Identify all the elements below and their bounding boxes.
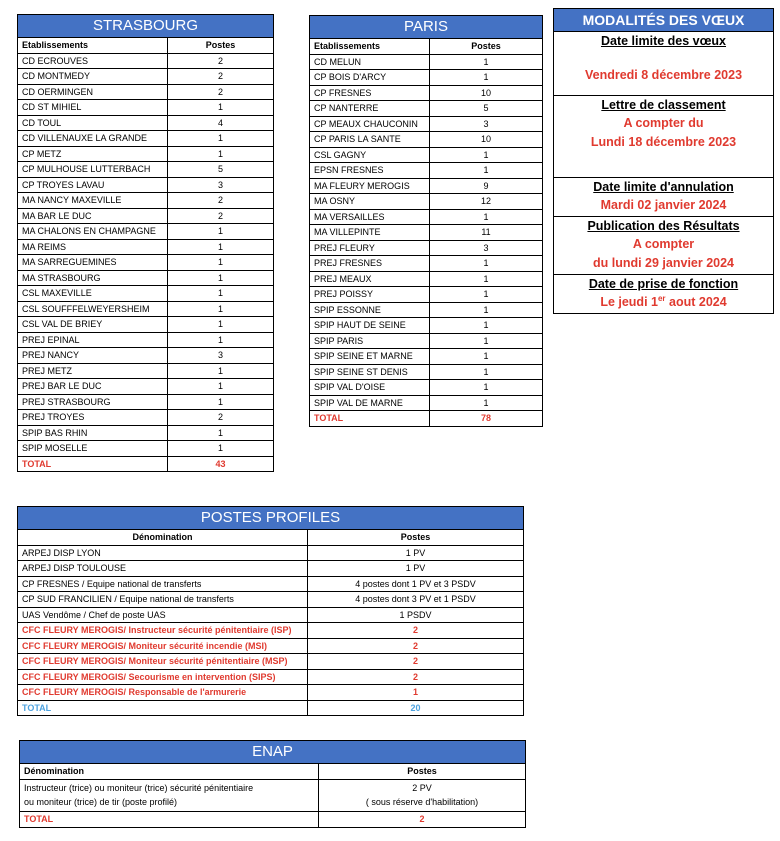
table-row — [18, 193, 274, 209]
row-posts: 2 — [308, 638, 524, 654]
enap-table — [19, 740, 526, 828]
section-value: Lundi 18 décembre 2023 — [590, 135, 737, 149]
row-posts: 12 — [430, 194, 543, 210]
table-row — [18, 301, 274, 317]
row-posts — [319, 779, 526, 811]
row-name: CSL MAXEVILLE — [18, 286, 168, 302]
table-row — [310, 70, 543, 86]
row-posts: 1 — [430, 302, 543, 318]
table-row — [18, 69, 274, 85]
column-header-etablissements: Etablissements — [310, 39, 430, 55]
table-row — [310, 256, 543, 272]
row-name: SPIP SEINE ET MARNE — [310, 349, 430, 365]
total-value: 20 — [308, 700, 524, 716]
table-row — [18, 53, 274, 69]
row-name: PREJ BAR LE DUC — [18, 379, 168, 395]
section-label: Publication des Résultats — [587, 219, 740, 233]
row-posts: 10 — [430, 132, 543, 148]
section-date-limite-annulation — [554, 178, 773, 217]
row-name: EPSN FRESNES — [310, 163, 430, 179]
table-row — [18, 131, 274, 147]
section-prise-de-fonction — [554, 275, 773, 313]
table-row — [18, 561, 524, 577]
table-row — [310, 349, 543, 365]
row-name: SPIP PARIS — [310, 333, 430, 349]
table-row — [18, 410, 274, 426]
table-row — [18, 348, 274, 364]
section-label: Date de prise de fonction — [588, 277, 739, 291]
total-label: TOTAL — [310, 411, 430, 427]
date-part: Le jeudi 1 — [600, 295, 658, 309]
row-name: CP PARIS LA SANTE — [310, 132, 430, 148]
row-name: CP SUD FRANCILIEN / Equipe national de transferts — [18, 592, 308, 608]
row-posts: 1 — [430, 364, 543, 380]
table-row — [310, 271, 543, 287]
paris-table — [309, 15, 543, 427]
row-posts: 4 — [168, 115, 274, 131]
table-row — [310, 147, 543, 163]
row-name: CFC FLEURY MEROGIS/ Secourisme en intervention (SIPS) — [18, 669, 308, 685]
row-posts: 1 — [168, 332, 274, 348]
section-value: du lundi 29 janvier 2024 — [592, 256, 735, 270]
table-row — [310, 380, 543, 396]
row-posts: 2 — [168, 410, 274, 426]
ordinal-superscript: er — [657, 293, 666, 303]
modalites-box — [553, 8, 774, 314]
table-row — [310, 209, 543, 225]
total-row — [18, 456, 274, 472]
table-row — [18, 623, 524, 639]
row-posts: 1 PV — [308, 561, 524, 577]
row-posts: 1 — [168, 286, 274, 302]
row-name: SPIP HAUT DE SEINE — [310, 318, 430, 334]
row-name-line: Instructeur (trice) ou moniteur (trice) sécurité pénitentiaire — [24, 783, 254, 793]
paris-title: PARIS — [310, 16, 543, 39]
row-name: CD OERMINGEN — [18, 84, 168, 100]
table-row — [310, 194, 543, 210]
row-name: CP NANTERRE — [310, 101, 430, 117]
total-value: 43 — [168, 456, 274, 472]
row-posts: 1 — [430, 54, 543, 70]
row-name: CD TOUL — [18, 115, 168, 131]
total-row — [310, 411, 543, 427]
row-name: SPIP BAS RHIN — [18, 425, 168, 441]
row-name: PREJ STRASBOURG — [18, 394, 168, 410]
row-posts: 1 — [168, 441, 274, 457]
section-value — [554, 50, 773, 66]
table-row — [18, 545, 524, 561]
total-row — [20, 811, 526, 827]
row-name-line: ou moniteur (trice) de tir (poste profilé) — [24, 797, 178, 807]
row-posts: 1 — [430, 318, 543, 334]
row-posts: 4 postes dont 1 PV et 3 PSDV — [308, 576, 524, 592]
row-name: CD VILLENAUXE LA GRANDE — [18, 131, 168, 147]
row-name: ARPEJ DISP LYON — [18, 545, 308, 561]
strasbourg-title: STRASBOURG — [18, 15, 274, 38]
row-name: PREJ METZ — [18, 363, 168, 379]
row-name: CD ST MIHIEL — [18, 100, 168, 116]
row-posts: 2 — [168, 69, 274, 85]
row-name: ARPEJ DISP TOULOUSE — [18, 561, 308, 577]
table-row — [310, 287, 543, 303]
table-row — [18, 84, 274, 100]
row-posts: 1 — [168, 301, 274, 317]
table-row — [310, 318, 543, 334]
total-value: 78 — [430, 411, 543, 427]
table-row — [310, 302, 543, 318]
row-posts: 1 — [168, 379, 274, 395]
row-posts: 2 — [168, 53, 274, 69]
row-name: SPIP ESSONNE — [310, 302, 430, 318]
table-row — [310, 101, 543, 117]
row-name: CP MULHOUSE LUTTERBACH — [18, 162, 168, 178]
row-posts: 1 — [168, 100, 274, 116]
row-posts: 11 — [430, 225, 543, 241]
row-posts: 1 — [168, 239, 274, 255]
table-row — [310, 116, 543, 132]
profiles-title: POSTES PROFILES — [18, 507, 524, 530]
row-posts: 2 — [308, 669, 524, 685]
table-row — [18, 654, 524, 670]
row-name: PREJ EPINAL — [18, 332, 168, 348]
row-name: CFC FLEURY MEROGIS/ Moniteur sécurité incendie (MSI) — [18, 638, 308, 654]
row-name: CP METZ — [18, 146, 168, 162]
row-posts: 1 PV — [308, 545, 524, 561]
total-row — [18, 700, 524, 716]
table-row — [310, 132, 543, 148]
row-posts: 1 — [430, 256, 543, 272]
total-label: TOTAL — [20, 811, 319, 827]
strasbourg-table — [17, 14, 274, 472]
table-row — [18, 146, 274, 162]
row-posts: 1 — [168, 146, 274, 162]
row-name: UAS Vendôme / Chef de poste UAS — [18, 607, 308, 623]
row-posts: 1 — [168, 394, 274, 410]
table-row — [310, 333, 543, 349]
column-header-postes: Postes — [430, 39, 543, 55]
table-row — [18, 162, 274, 178]
row-name: PREJ FRESNES — [310, 256, 430, 272]
row-name: PREJ NANCY — [18, 348, 168, 364]
row-posts: 1 — [168, 270, 274, 286]
row-posts: 1 — [168, 131, 274, 147]
row-posts: 1 — [168, 425, 274, 441]
row-name: CP BOIS D'ARCY — [310, 70, 430, 86]
row-name: CP FRESNES — [310, 85, 430, 101]
row-name: CSL GAGNY — [310, 147, 430, 163]
column-header-denomination: Dénomination — [18, 530, 308, 546]
total-value: 2 — [319, 811, 526, 827]
row-posts: 5 — [168, 162, 274, 178]
row-posts: 1 — [168, 255, 274, 271]
section-value: A compter du — [623, 116, 704, 130]
row-posts: 4 postes dont 3 PV et 1 PSDV — [308, 592, 524, 608]
row-name: CFC FLEURY MEROGIS/ Instructeur sécurité pénitentiaire (ISP) — [18, 623, 308, 639]
table-row — [18, 270, 274, 286]
row-posts: 1 — [168, 363, 274, 379]
table-row — [18, 208, 274, 224]
row-name: CD MONTMEDY — [18, 69, 168, 85]
row-name: PREJ MEAUX — [310, 271, 430, 287]
total-label: TOTAL — [18, 700, 308, 716]
table-row — [18, 576, 524, 592]
table-row — [18, 425, 274, 441]
table-row — [18, 379, 274, 395]
table-row — [18, 317, 274, 333]
row-name: MA REIMS — [18, 239, 168, 255]
table-row — [18, 177, 274, 193]
row-name: MA VERSAILLES — [310, 209, 430, 225]
row-name: PREJ TROYES — [18, 410, 168, 426]
section-value — [554, 293, 773, 312]
row-name: MA STRASBOURG — [18, 270, 168, 286]
date-part: aout 2024 — [665, 295, 727, 309]
table-row — [310, 225, 543, 241]
row-posts: 5 — [430, 101, 543, 117]
row-name — [20, 779, 319, 811]
column-header-etablissements: Etablissements — [18, 38, 168, 54]
row-posts-line: 2 PV — [412, 783, 432, 793]
row-posts: 1 — [430, 271, 543, 287]
table-row — [310, 364, 543, 380]
row-posts: 1 — [430, 333, 543, 349]
row-posts: 1 — [168, 224, 274, 240]
table-row — [18, 638, 524, 654]
row-name: PREJ FLEURY — [310, 240, 430, 256]
table-row — [18, 441, 274, 457]
table-row — [18, 607, 524, 623]
row-name: SPIP SEINE ST DENIS — [310, 364, 430, 380]
table-row — [18, 286, 274, 302]
row-posts: 2 — [168, 208, 274, 224]
section-value: Mardi 02 janvier 2024 — [600, 198, 727, 212]
table-row — [18, 685, 524, 701]
row-posts: 3 — [168, 348, 274, 364]
row-name: MA VILLEPINTE — [310, 225, 430, 241]
row-posts: 1 — [430, 147, 543, 163]
row-name: PREJ POISSY — [310, 287, 430, 303]
row-posts: 3 — [430, 240, 543, 256]
section-label: Date limite des vœux — [600, 34, 727, 48]
postes-profiles-table — [17, 506, 524, 716]
row-posts-line: ( sous réserve d'habilitation) — [365, 797, 479, 807]
row-posts: 1 PSDV — [308, 607, 524, 623]
row-name: CSL VAL DE BRIEY — [18, 317, 168, 333]
table-row — [18, 224, 274, 240]
table-row — [20, 779, 526, 811]
table-row — [310, 395, 543, 411]
column-header-postes: Postes — [168, 38, 274, 54]
row-posts: 1 — [308, 685, 524, 701]
section-publication-resultats — [554, 217, 773, 275]
column-header-postes: Postes — [308, 530, 524, 546]
row-posts: 1 — [430, 349, 543, 365]
row-name: MA FLEURY MEROGIS — [310, 178, 430, 194]
row-posts: 1 — [430, 287, 543, 303]
row-name: MA BAR LE DUC — [18, 208, 168, 224]
modalites-title: MODALITÉS DES VŒUX — [554, 9, 773, 32]
row-posts: 1 — [430, 380, 543, 396]
row-name: SPIP VAL DE MARNE — [310, 395, 430, 411]
section-value: A compter — [632, 237, 695, 251]
table-row — [310, 85, 543, 101]
row-name: MA CHALONS EN CHAMPAGNE — [18, 224, 168, 240]
column-header-denomination: Dénomination — [20, 764, 319, 780]
section-lettre-classement — [554, 96, 773, 178]
table-row — [18, 100, 274, 116]
row-name: CD ECROUVES — [18, 53, 168, 69]
total-label: TOTAL — [18, 456, 168, 472]
table-row — [18, 115, 274, 131]
table-row — [18, 394, 274, 410]
row-name: CD MELUN — [310, 54, 430, 70]
row-name: MA OSNY — [310, 194, 430, 210]
row-posts: 1 — [430, 70, 543, 86]
row-posts: 3 — [168, 177, 274, 193]
table-row — [18, 255, 274, 271]
table-row — [310, 163, 543, 179]
row-name: CP MEAUX CHAUCONIN — [310, 116, 430, 132]
row-posts: 10 — [430, 85, 543, 101]
row-posts: 1 — [168, 317, 274, 333]
column-header-postes: Postes — [319, 764, 526, 780]
row-posts: 2 — [168, 193, 274, 209]
section-label: Date limite d'annulation — [593, 180, 734, 194]
table-row — [18, 239, 274, 255]
row-posts: 1 — [430, 395, 543, 411]
row-name: SPIP MOSELLE — [18, 441, 168, 457]
table-row — [310, 54, 543, 70]
row-posts: 2 — [168, 84, 274, 100]
table-row — [18, 592, 524, 608]
table-row — [18, 363, 274, 379]
table-row — [310, 178, 543, 194]
table-row — [310, 240, 543, 256]
table-row — [18, 669, 524, 685]
row-posts: 2 — [308, 623, 524, 639]
row-name: MA SARREGUEMINES — [18, 255, 168, 271]
row-posts: 3 — [430, 116, 543, 132]
section-date-limite-voeux — [554, 32, 773, 96]
row-posts: 1 — [430, 209, 543, 225]
row-name: MA NANCY MAXEVILLE — [18, 193, 168, 209]
row-name: CSL SOUFFFELWEYERSHEIM — [18, 301, 168, 317]
section-value: Vendredi 8 décembre 2023 — [584, 68, 743, 82]
row-name: CP FRESNES / Equipe national de transferts — [18, 576, 308, 592]
enap-title: ENAP — [20, 741, 526, 764]
row-posts: 1 — [430, 163, 543, 179]
row-name: CFC FLEURY MEROGIS/ Responsable de l'armurerie — [18, 685, 308, 701]
section-label: Lettre de classement — [601, 98, 726, 112]
row-posts: 9 — [430, 178, 543, 194]
row-name: SPIP VAL D'OISE — [310, 380, 430, 396]
row-name: CP TROYES LAVAU — [18, 177, 168, 193]
row-posts: 2 — [308, 654, 524, 670]
row-name: CFC FLEURY MEROGIS/ Moniteur sécurité pénitentiaire (MSP) — [18, 654, 308, 670]
table-row — [18, 332, 274, 348]
